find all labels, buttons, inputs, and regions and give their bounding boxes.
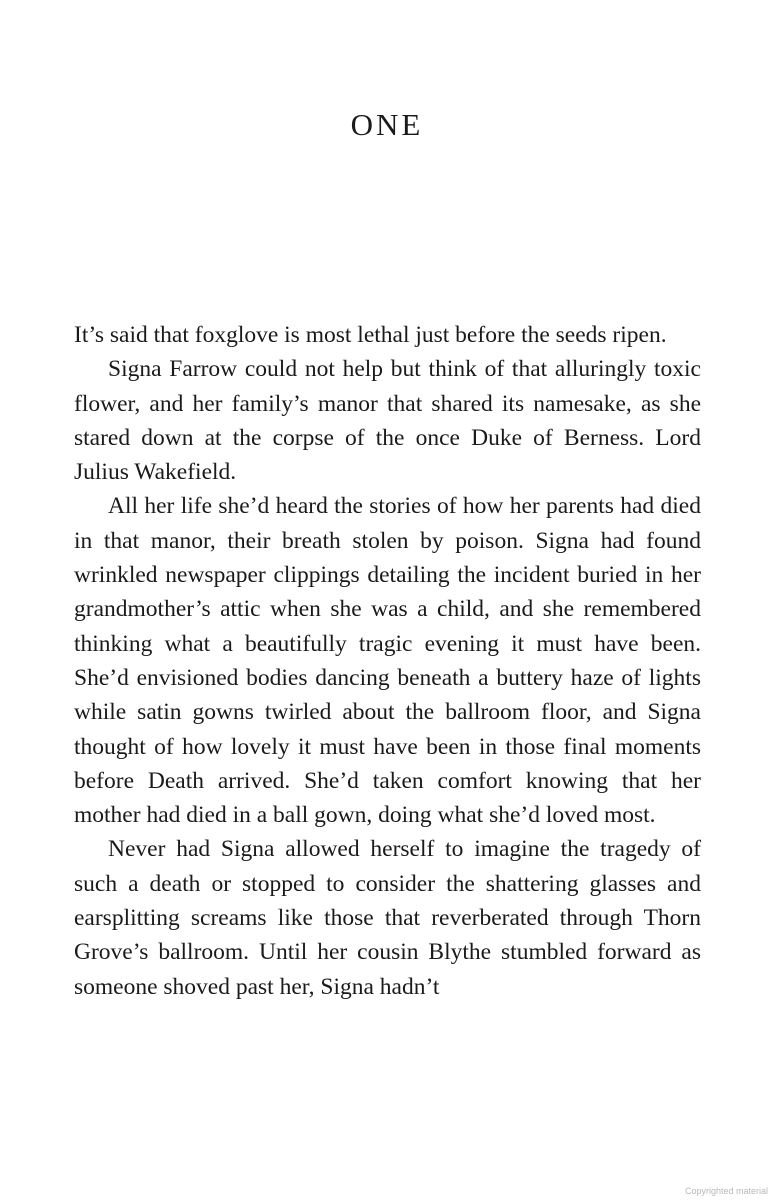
paragraph-1: It’s said that foxglove is most lethal just before the seeds ripen. (74, 322, 667, 348)
paragraph-2: Signa Farrow could not help but think of that alluringly toxic flower, and her family’s manor that shared its namesake, as she stared down at the corpse of the once Duke of Berness. Lord Julius Wakefield. (74, 356, 701, 486)
chapter-body (74, 318, 701, 1004)
copyright-watermark: Copyrighted material (684, 1186, 768, 1196)
paragraph-4: Never had Signa allowed herself to imagine the tragedy of such a death or stopped to consider the shattering glasses and earsplitting screams like those that reverberated through Thorn Grove’s ballroom. Until her cousin Blythe stumbled forward as someone shoved past her, Signa hadn’t (74, 836, 701, 1000)
paragraph-3: All her life she’d heard the stories of how her parents had died in that manor, their breath stolen by poison. Signa had found wrinkled newspaper clippings detailing the incident buried in her grandmother’s attic when she was a child, and she remembered thinking what a beautifully tragic evening it must have been. She’d envisioned bodies dancing beneath a buttery haze of lights while satin gowns twirled about the ballroom floor, and Signa thought of how lovely it must have been in those final moments before Death arrived. She’d taken comfort knowing that her mother had died in a ball gown, doing what she’d loved most. (74, 493, 701, 829)
chapter-title: ONE (350, 106, 424, 142)
